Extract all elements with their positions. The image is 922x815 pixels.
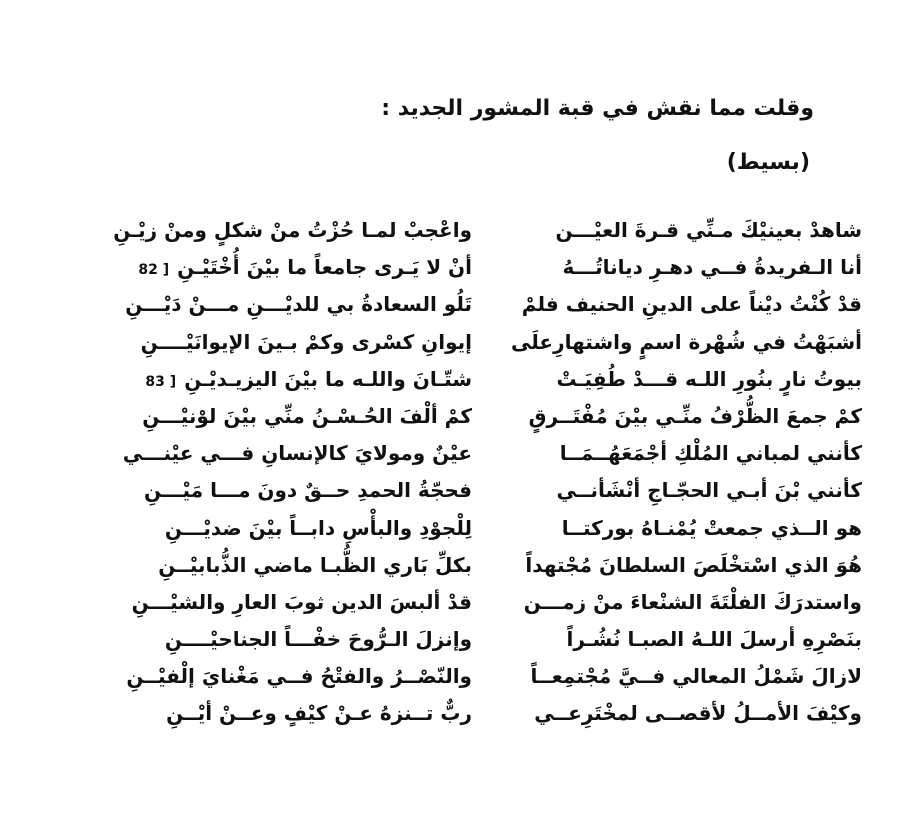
verse-line: واستدرَكَ الفلْتَةَ الشنْعاءَ منْ زمـــن	[523, 589, 862, 614]
verse-text: ربٌّ تــنزهُ عـنْ كيْفٍ وعــنْ أيْــنِ	[166, 701, 472, 726]
verse-text: واعْجبْ لمـا حُزْتُ منْ شكلٍ ومنْ زيْـنِ	[113, 218, 472, 242]
verse-text: فحجّةُ الحمدِ حــقٌ دونَ مـــا مَيْـــنِ	[144, 478, 472, 503]
verse-line	[52, 435, 472, 472]
verse-line	[52, 547, 472, 584]
page-marker: [ 83	[145, 373, 177, 390]
verse-text: وإنزلَ الـرُّوحَ خفْـــاً الجناحيْــــنِ	[164, 627, 472, 652]
verse-text: أنْ لا يَـرى جامعاً ما بيْنَ أُخْتَيْـنِ	[177, 255, 472, 280]
verse-line: هو الــذي جمعتْ يُمْنـاهُ بوركتــا	[561, 515, 862, 540]
poem-meter: (بسيط)	[726, 150, 810, 175]
verse-line: بنَصْرِهِ أرسلَ اللـهُ الصبـا نُشُـراً	[566, 627, 862, 652]
verse-line: كمْ جمعَ الظُّرْفُ منِّـي بيْنَ مُفْتَــرقٍ	[528, 403, 862, 428]
verse-line: كأنني بْنَ أبـي الحجّـاجِ أنْشَأنــي	[556, 478, 862, 503]
verse-line	[52, 621, 472, 658]
verse-line: كأنني لمباني المُلْكِ أجْمَعَهُــمَــا	[559, 441, 862, 466]
verse-line: هُوَ الذي اسْتخْلَصَ السلطانَ مُجْتهداً	[525, 552, 862, 577]
verse-text: شتّـانَ واللـه ما بيْنَ اليزيـديْـنِ	[184, 366, 472, 391]
verse-text: تَلُو السعادةُ بي للديْـــنِ مـــنْ دَيْـــنِ	[125, 292, 472, 317]
verse-line	[52, 695, 472, 732]
verse-line	[52, 324, 472, 361]
verse-line	[52, 658, 472, 695]
verse-text: كمْ ألْفَ الحُـسْـنُ منِّي بيْنَ لوْنيْـــنِ	[142, 403, 472, 428]
verse-line	[52, 249, 472, 286]
verse-line	[52, 212, 472, 249]
verse-text: بكلِّ بَاري الظُّبـا ماضي الذُّبابيْــنِ	[158, 552, 472, 577]
verse-line	[52, 584, 472, 621]
verse-line: أشبَهْتُ في شُهْرة اسمٍ واشتهارِعلَى	[511, 329, 862, 354]
verse-line: أنا الـفريدةُ فــي دهـرِ دياناتُـــهُ	[562, 255, 862, 280]
verse-text: إيوانِ كسْرى وكمْ بـينَ الإيوانَيْــــنِ	[140, 329, 472, 354]
verse-text: عيْنٌ ومولايَ كالإنسانِ فـــي عيْنـــي	[122, 441, 472, 466]
verse-text: والنّصْــرُ والفتْحُ فــي مَغْنايَ إلْفيْــنِ	[126, 664, 472, 689]
verse-line	[52, 472, 472, 509]
verse-text: قدْ ألبسَ الدين ثوبَ العارِ والشيْـــنِ	[131, 589, 472, 614]
verse-line	[52, 286, 472, 323]
verse-line: قدْ كُنْتُ ديْناً على الدينِ الحنيف فلمْ	[521, 292, 862, 317]
poem-heading: وقلت مما نقش في قبة المشور الجديد :	[381, 96, 814, 121]
poem-left-column	[52, 212, 472, 733]
poem-right-column	[472, 212, 862, 733]
verse-line	[52, 398, 472, 435]
verse-line: وكيْفَ الأمــلُ لأقصــى لمخْتَرِعــي	[534, 701, 862, 726]
verse-line	[52, 361, 472, 398]
verse-line: لازالَ شَمْلُ المعالي فــيَّ مُجْتمِعــاً	[530, 664, 862, 689]
page-marker: [ 82	[138, 262, 170, 279]
verse-line	[52, 510, 472, 547]
verse-line: بيوتُ نارٍ بنُورِ اللـه قـــدْ طُفِيَـتْ	[556, 366, 862, 391]
verse-text: لِلْجوْدِ والبأْسِ دابــاً بيْنَ ضديْـــنِ	[164, 515, 472, 540]
verse-line: شاهدْ بعينيْكَ مـنِّي قـرةَ العيْـــن	[555, 218, 862, 242]
